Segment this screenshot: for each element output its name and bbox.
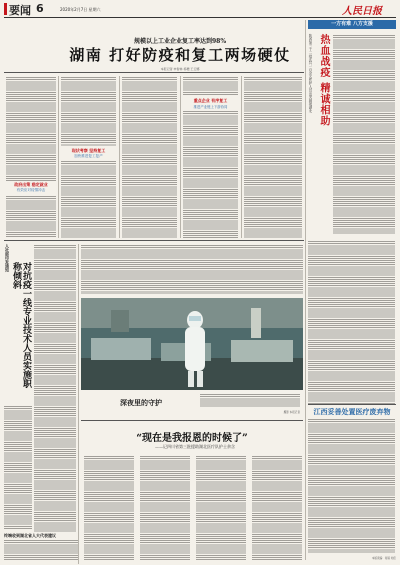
bottom-article-col-2	[140, 455, 190, 561]
lead-col-3	[122, 76, 177, 238]
lead-rule	[4, 72, 304, 73]
lead-subhead-3-line1: 重点企业 有序复工	[193, 98, 228, 103]
lead-col-1b	[6, 195, 56, 238]
left-feature-kicker: 人社部印发通知	[5, 244, 10, 272]
bottom-article-col-4	[252, 455, 302, 561]
news-photo	[81, 298, 303, 390]
lead-headline: 湖南 打好防疫和复工两场硬仗	[69, 46, 291, 64]
lead-separator-2	[119, 76, 120, 238]
photo-caption-credit: 摄影 本报记者	[283, 411, 300, 414]
lead-col-1	[6, 76, 56, 181]
lead-subhead-1	[6, 182, 56, 193]
footer-credit: 本版责编：何娟 刘佳	[371, 557, 396, 560]
right-body-middle	[308, 240, 395, 405]
right-bottom-headline: 江西妥善处置医疗废弃物	[313, 408, 391, 416]
left-feature-body-2	[4, 405, 32, 530]
section-flag	[4, 3, 7, 15]
photo-bed-right	[231, 340, 293, 362]
right-bottom-rule	[308, 404, 396, 405]
right-bottom-body	[308, 418, 395, 553]
issue-date: 2020年2月7日 星期六	[60, 7, 101, 12]
lead-subhead-3-line2: 推进产业链上下游协同	[193, 105, 228, 109]
lead-col-4b	[183, 110, 238, 238]
newspaper-logo: 人民日报	[342, 6, 382, 17]
left-feature-bottom-body	[4, 539, 78, 561]
photo-bed-left	[91, 338, 151, 360]
lead-subhead-2-line2: 加快推进复工复产	[74, 154, 103, 158]
bottom-article-col-3	[196, 455, 246, 561]
lead-kicker: 规模以上工业企业复工率达到98%	[133, 38, 227, 45]
left-feature-rule	[4, 240, 304, 241]
photo-equipment	[251, 308, 261, 338]
lead-separator-4	[241, 76, 242, 238]
left-photo-body	[81, 244, 303, 294]
photo-caption-title: 深夜里的守护	[120, 399, 162, 407]
lead-subhead-3	[183, 98, 238, 109]
lead-col-2b	[61, 160, 116, 238]
photo-separator	[78, 244, 79, 564]
lead-col-4	[183, 76, 238, 96]
lead-subhead-1-line2: 有效应对疫情冲击	[16, 188, 46, 192]
bottom-article-subhead: ——记四川省第三批援助湖北医疗队护士余含	[155, 444, 235, 449]
left-feature-bottom-headline: 终端收到湖北省人大代表建议	[4, 533, 56, 538]
bottom-article-headline: “现在是我报恩的时候了”	[136, 433, 248, 444]
left-feature-headline: 对抗疫一线专业技术人员实施职称倾斜	[11, 262, 31, 388]
lead-byline: 本报记者 申智林 杨穗 王云娜	[160, 67, 200, 71]
lead-subhead-2	[61, 148, 116, 159]
left-feature-body	[34, 244, 76, 532]
lead-col-2	[61, 76, 116, 146]
right-column-separator	[305, 20, 306, 560]
right-banner	[308, 20, 396, 29]
lead-separator-1	[58, 76, 59, 238]
section-label: 要闻	[9, 4, 31, 17]
lead-subhead-2-line1: 现状考察 坚持复工	[71, 148, 106, 153]
right-banner-text: 一方有难 八方支援	[331, 21, 373, 27]
right-body-top	[333, 34, 395, 234]
masthead	[0, 0, 400, 18]
lead-separator-3	[180, 76, 181, 238]
page-number: 6	[36, 2, 44, 15]
photo-cabinet	[111, 310, 129, 332]
bottom-article-rule	[81, 420, 303, 421]
lead-subhead-1-line1: 政府出策 稳定就业	[14, 182, 48, 187]
photo-caption-body	[200, 393, 300, 407]
lead-col-5	[244, 76, 302, 238]
masthead-rule	[4, 17, 396, 18]
bottom-article-col-1	[84, 455, 134, 561]
right-vertical-small: 陕西第三十二批次共一百余名医护人员出发驰援湖北	[308, 34, 312, 113]
right-vertical-headline: 热血战疫 精诚相助	[318, 34, 329, 127]
